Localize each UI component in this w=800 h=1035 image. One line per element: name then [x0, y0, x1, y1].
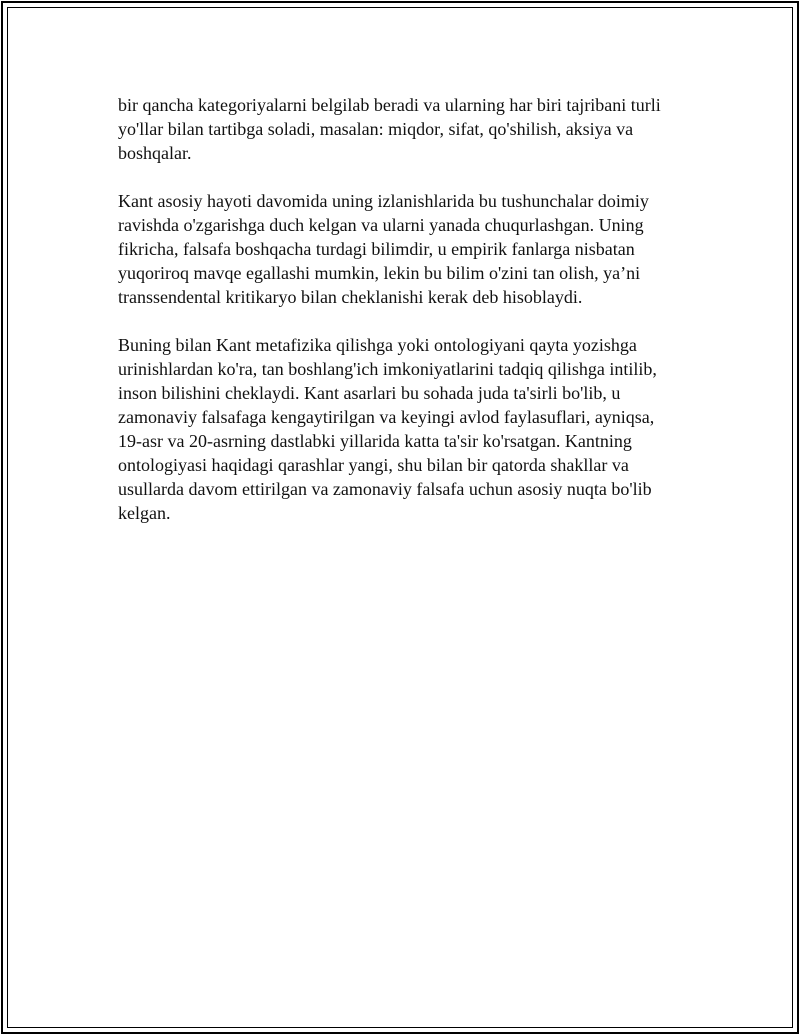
document-body [118, 93, 678, 549]
paragraph-1: bir qancha kategoriyalarni belgilab beradi va ularning har biri tajribani turli yo'llar bilan tartibga soladi, masalan: miqdor, sifat, qo'shilish, aksiya va boshqalar. [118, 95, 661, 163]
paragraph-3: Buning bilan Kant metafizika qilishga yoki ontologiyani qayta yozishga urinishlardan ko'ra, tan boshlang'ich imkoniyatlarini tadqiq qilishga intilib, inson bilishini cheklaydi. Kant asarlari bu sohada juda ta'sirli bo'lib, u zamonaviy falsafaga kengaytirilgan va keyingi avlod faylasuflari, ayniqsa, 19-asr va 20-asrning dastlabki yillarida katta ta'sir ko'rsatgan. Kantning ontologiyasi haqidagi qarashlar yangi, shu bilan bir qatorda shakllar va usullarda davom ettirilgan va zamonaviy falsafa uchun asosiy nuqta bo'lib kelgan. [118, 335, 657, 523]
paragraph-2: Kant asosiy hayoti davomida uning izlanishlarida bu tushunchalar doimiy ravishda o'zgarishga duch kelgan va ularni yanada chuqurlashgan. Uning fikricha, falsafa boshqacha turdagi bilimdir, u empirik fanlarga nisbatan yuqoriroq mavqe egallashi mumkin, lekin bu bilim o'zini tan olish, ya’ni transsendental kritikaryo bilan cheklanishi kerak deb hisoblaydi. [118, 191, 649, 307]
